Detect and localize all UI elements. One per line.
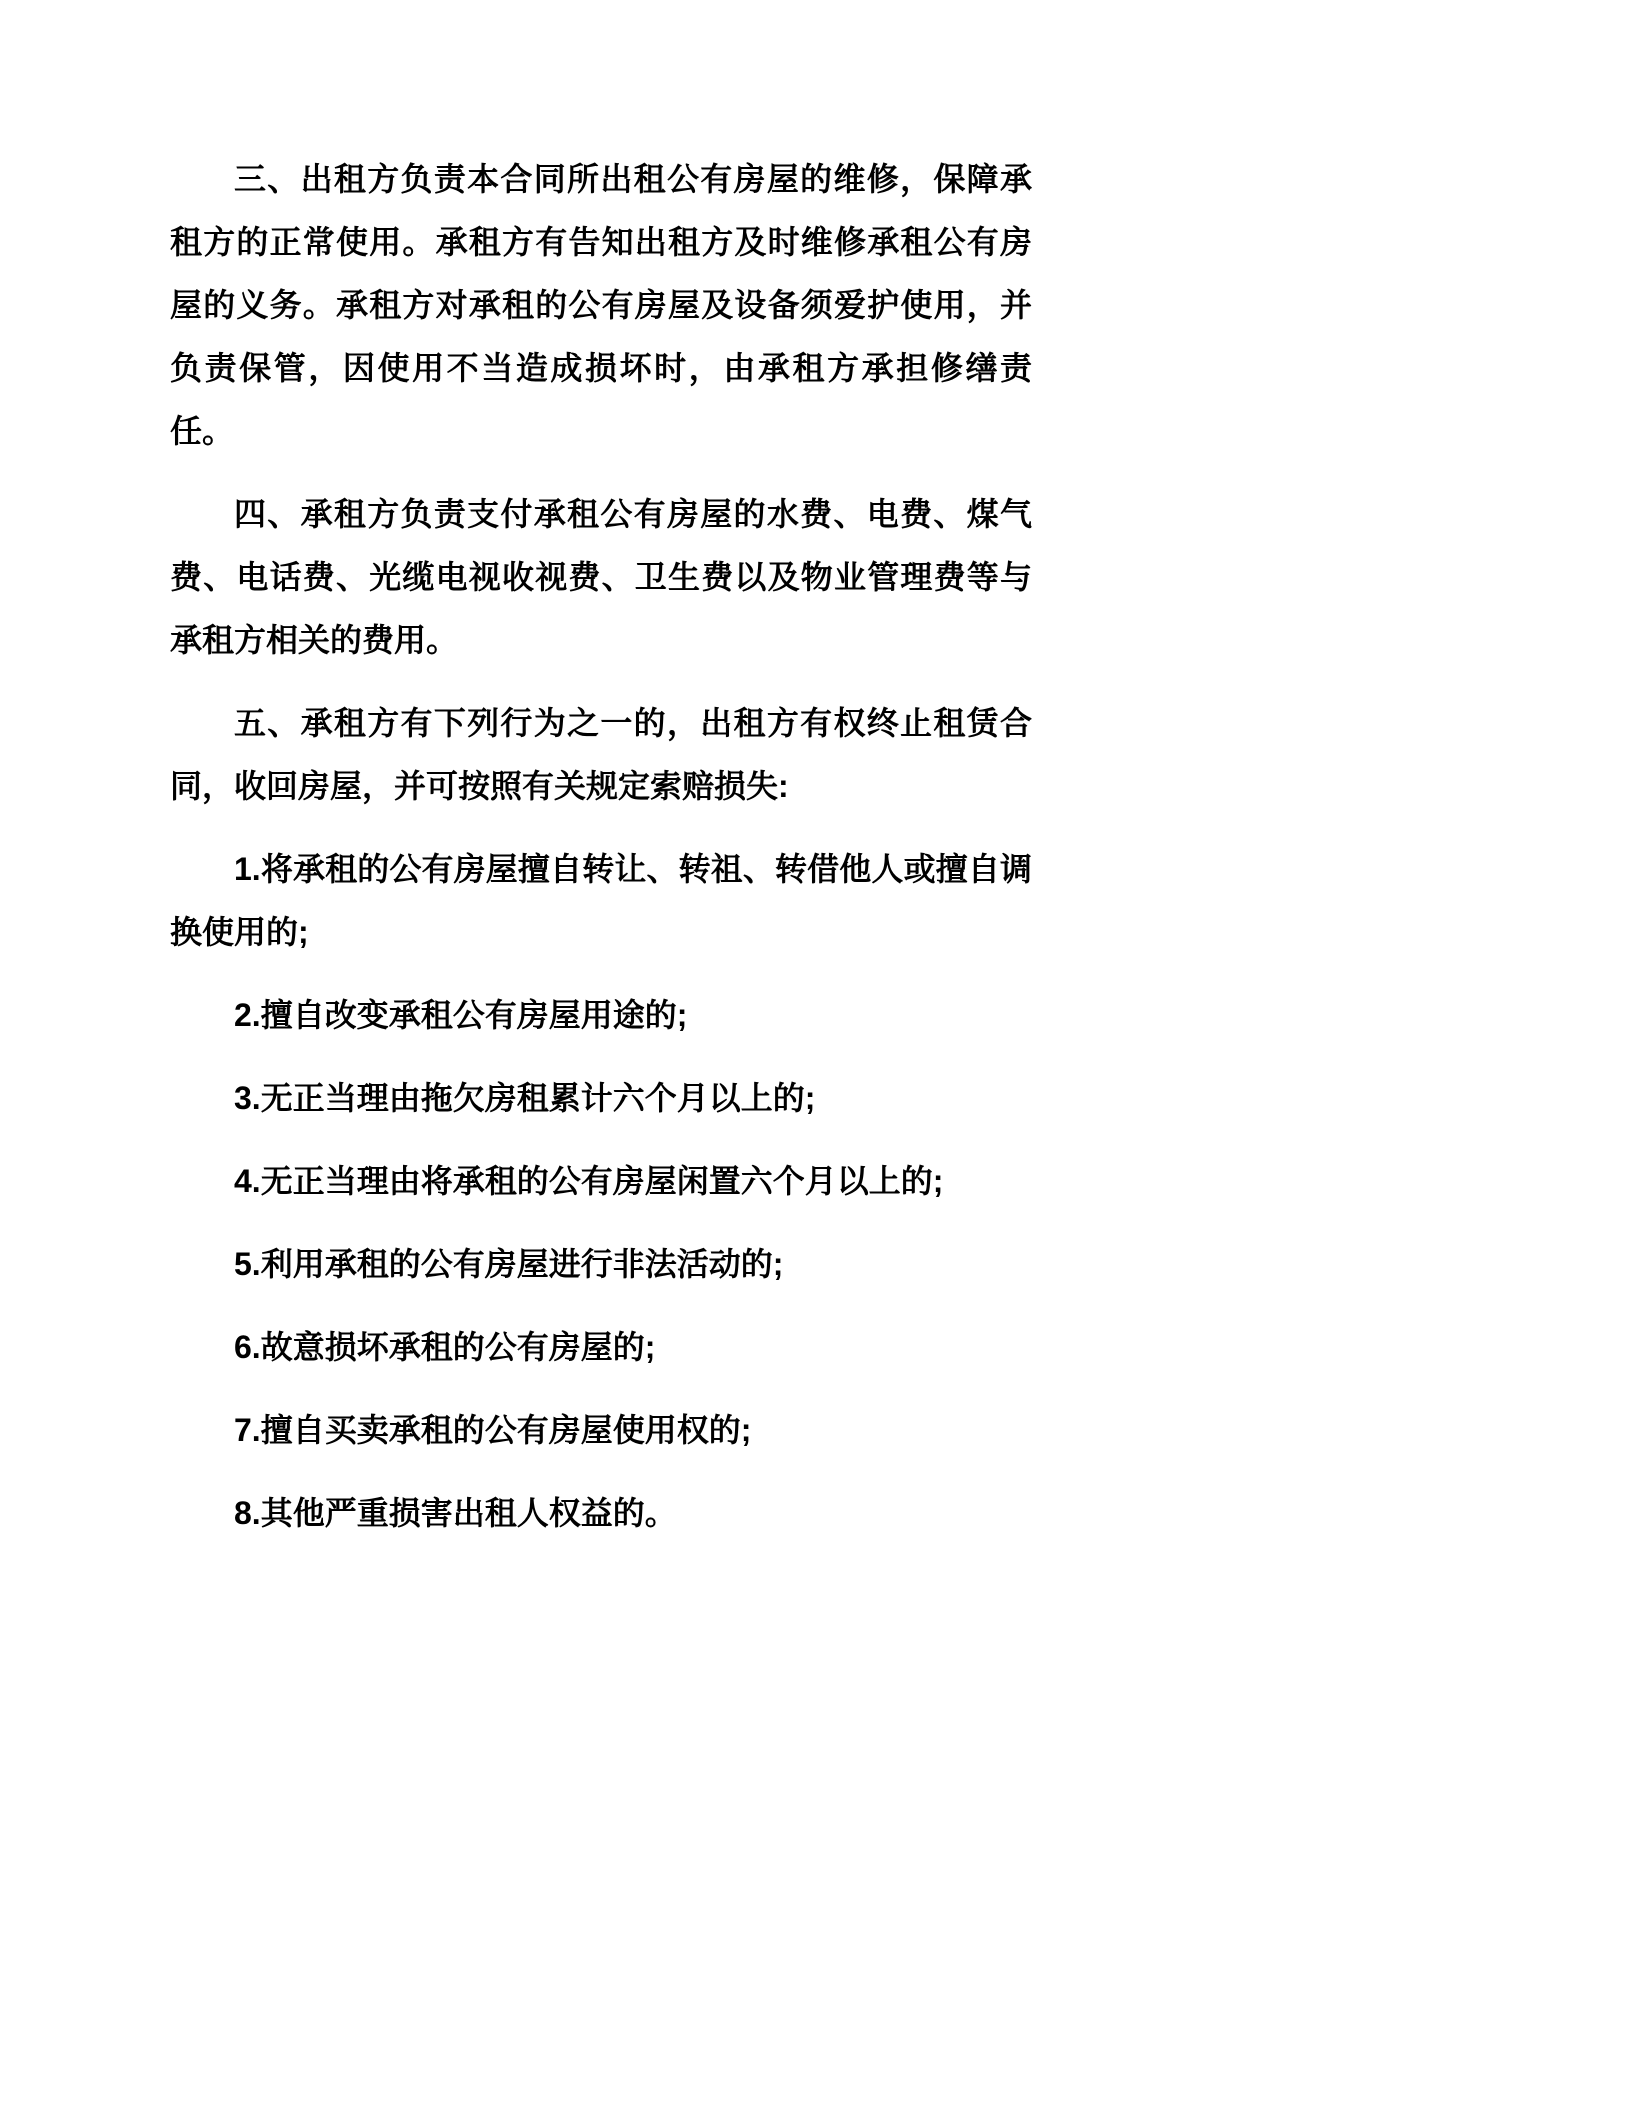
clause-5-item-6: 6.故意损坏承租的公有房屋的; bbox=[234, 1329, 656, 1365]
clause-5-item-7: 7.擅自买卖承租的公有房屋使用权的; bbox=[234, 1412, 752, 1448]
clause-4-paragraph: 四、承租方负责支付承租公有房屋的水费、电费、煤气费、电话费、光缆电视收视费、卫生费以及物业管理费等与承租方相关的费用。 bbox=[170, 496, 1032, 658]
clause-5-item-2: 2.擅自改变承租公有房屋用途的; bbox=[234, 997, 688, 1033]
clause-5-item-4: 4.无正当理由将承租的公有房屋闲置六个月以上的; bbox=[234, 1163, 944, 1199]
clause-5-paragraph: 五、承租方有下列行为之一的，出租方有权终止租赁合同，收回房屋，并可按照有关规定索赔损失: bbox=[170, 705, 1032, 804]
clause-5-item-5: 5.利用承租的公有房屋进行非法活动的; bbox=[234, 1246, 784, 1282]
clause-5-item-8: 8.其他严重损害出租人权益的。 bbox=[234, 1495, 677, 1531]
clause-5-item-1: 1.将承租的公有房屋擅自转让、转祖、转借他人或擅自调换使用的; bbox=[170, 851, 1032, 950]
document-body bbox=[170, 128, 1032, 1565]
clause-5-item-3: 3.无正当理由拖欠房租累计六个月以上的; bbox=[234, 1080, 816, 1116]
clause-3-paragraph: 三、出租方负责本合同所出租公有房屋的维修，保障承租方的正常使用。承租方有告知出租方及时维修承租公有房屋的义务。承租方对承租的公有房屋及设备须爱护使用，并负责保管，因使用不当造成损坏时，由承租方承担修缮责任。 bbox=[170, 161, 1032, 449]
